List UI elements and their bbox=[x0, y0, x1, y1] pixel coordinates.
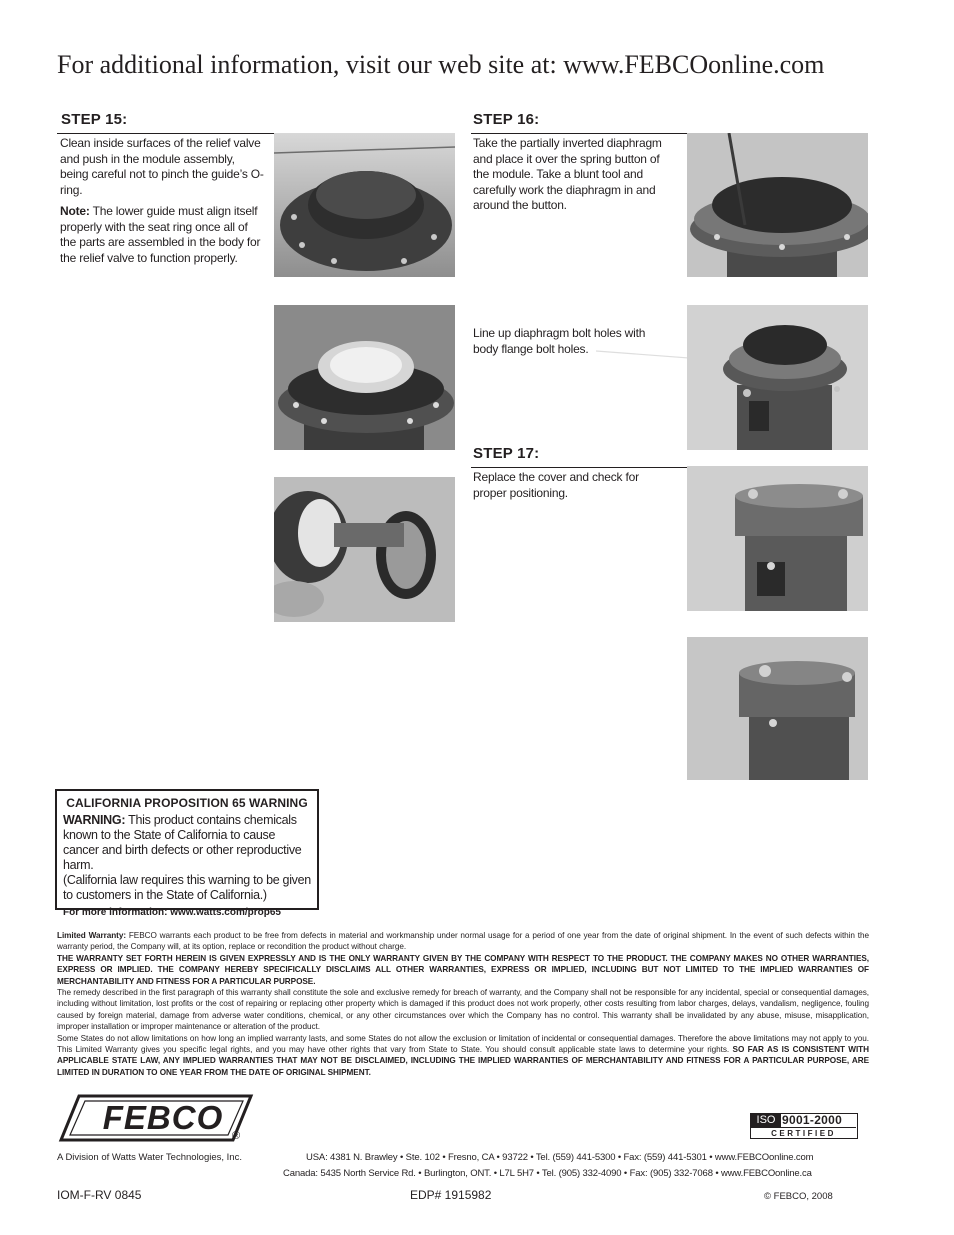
warranty-para-1 bbox=[57, 930, 869, 953]
canada-address: Canada: 5435 North Service Rd. • Burlington, ONT. • L7L 5H7 • Tel. (905) 332-4090 • Fax: (905) 332-7068 • www.FEBCOonline.ca bbox=[283, 1168, 812, 1179]
warranty-p2: The remedy described in the first paragraph of this warranty shall constitute the sole and exclusive remedy for breach of warranty, and the Company shall not be responsible for any incidental, special or consequential damages, including without limitation, lost profits or the cost of repairing or replacing other property which is damaged if this product does not work properly, other costs resulting from labor charges, delays, vandalism, negligence, fouling caused by foreign material, damage from adverse water conditions, chemical, or any other circumstances over which the Company has no control. This warranty shall be invalidated by any abuse, misuse, misapplication, improper installation or improper maintenance or alteration of the product. bbox=[57, 988, 869, 1032]
page-headline: For additional information, visit our web site at: www.FEBCOonline.com bbox=[57, 50, 825, 79]
usa-address: USA: 4381 N. Brawley • Ste. 102 • Fresno, CA • 93722 • Tel. (559) 441-5300 • Fax: (559) 441-5301 • www.FEBCOonline.com bbox=[306, 1152, 814, 1163]
step16-heading: STEP 16: bbox=[473, 111, 540, 128]
cover-installed-photo bbox=[687, 466, 868, 611]
prop65-title: CALIFORNIA PROPOSITION 65 WARNING bbox=[66, 796, 308, 810]
prop65-warning-text: This product contains chemicals known to the State of California to cause cancer and birth defects or other reproductive harm. bbox=[63, 813, 302, 872]
iso-label: ISO bbox=[751, 1114, 781, 1127]
prop65-note: (California law requires this warning to be given to customers in the State of California.) bbox=[63, 873, 311, 902]
limited-warranty bbox=[57, 930, 869, 1078]
step17-rule bbox=[471, 467, 687, 468]
module-insertion-photo bbox=[274, 477, 455, 622]
step17-text: Replace the cover and check for proper positioning. bbox=[473, 470, 639, 500]
iso-certified: CERTIFIED bbox=[751, 1127, 856, 1139]
diaphragm-callout: Line up diaphragm bolt holes with body flange bolt holes. bbox=[473, 326, 646, 356]
step17-heading: STEP 17: bbox=[473, 445, 540, 462]
copyright-text: © FEBCO, 2008 bbox=[764, 1191, 833, 1202]
step16-text: Take the partially inverted diaphragm and place it over the spring button of the module. Take a blunt tool and carefully work the diaphragm in and around the button. bbox=[473, 136, 662, 212]
division-text: A Division of Watts Water Technologies, Inc. bbox=[57, 1152, 242, 1163]
iso-number: 9001-2000 bbox=[782, 1113, 843, 1127]
step15-rule bbox=[57, 133, 275, 134]
iso-badge bbox=[750, 1113, 858, 1139]
step15-note-text: The lower guide must align itself properly with the seat ring once all of the parts are assembled in the body for the relief valve to function properly. bbox=[60, 204, 261, 265]
diaphragm-on-body-photo bbox=[687, 133, 868, 277]
warranty-para-3 bbox=[57, 1033, 869, 1079]
registered-mark: ® bbox=[232, 1130, 241, 1142]
aligned-diaphragm-photo bbox=[687, 305, 868, 450]
step15-heading: STEP 15: bbox=[61, 111, 128, 128]
warranty-p1-bold-text: THE WARRANTY SET FORTH HEREIN IS GIVEN EXPRESSLY AND IS THE ONLY WARRANTY GIVEN BY THE COMPANY WITH RESPECT TO THE PRODUCT. THE COMPANY MAKES NO OTHER WARRANTIES, EXPRESS OR IMPLIED. THE COMPANY HEREBY SPECIFICALLY DISCLAIMS ALL OTHER WARRANTIES, EXPRESS OR IMPLIED, INCLUDING BUT NOT LIMITED TO THE IMPLIED WARRANTIES OF MERCHANTABILITY AND FITNESS FOR A PARTICULAR PURPOSE. bbox=[57, 953, 869, 986]
step15-text: Clean inside surfaces of the relief valve and push in the module assembly, being careful not to pinch the guide’s O-ring. bbox=[60, 136, 264, 197]
warranty-p1: FEBCO warrants each product to be free from defects in material and workmanship under normal usage for a period of one year from the date of original shipment. In the event of such defects within the warranty period, the Company will, at its option, replace or recondition the product without charge. bbox=[57, 931, 869, 952]
warranty-label: Limited Warranty: bbox=[57, 931, 127, 940]
module-in-body-photo bbox=[274, 305, 455, 450]
document-code: IOM-F-RV 0845 bbox=[57, 1188, 142, 1202]
prop65-warning bbox=[63, 813, 311, 873]
diaphragm-photo bbox=[274, 133, 455, 277]
final-assembly-photo bbox=[687, 637, 868, 780]
step15-body bbox=[60, 136, 265, 266]
edp-number: EDP# 1915982 bbox=[410, 1188, 492, 1202]
warranty-p1-bold bbox=[57, 953, 869, 987]
step15-note bbox=[60, 204, 265, 266]
febco-logo-text: FEBCO bbox=[102, 1099, 224, 1136]
warranty-p3: Some States do not allow limitations on how long an implied warranty lasts, and some States do not allow the exclusion or limitation of incidental or consequential damages. Therefore the above limitations may not apply to you. This Limited Warranty gives you specific legal rights, and you may have other rights that vary from State to State. You should consult applicable state laws to determine your rights. bbox=[57, 1033, 869, 1055]
febco-logo bbox=[57, 1093, 257, 1143]
prop65-warning-label: WARNING: bbox=[63, 813, 126, 827]
prop65-warning-box bbox=[55, 789, 319, 918]
prop65-more-info: For more information: www.watts.com/prop65 bbox=[63, 907, 281, 918]
warranty-p3-bold: SO FAR AS IS CONSISTENT WITH APPLICABLE STATE LAW, ANY IMPLIED WARRANTIES THAT MAY NOT BE DISCLAIMED, INCLUDING THE IMPLIED WARRANTIES OF MERCHANTABILITY AND FITNESS FOR A PARTICULAR PURPOSE, ARE LIMITED IN DURATION TO ONE YEAR FROM THE DATE OF ORIGINAL SHIPMENT. bbox=[57, 1045, 869, 1077]
step15-note-label: Note: bbox=[60, 204, 90, 218]
